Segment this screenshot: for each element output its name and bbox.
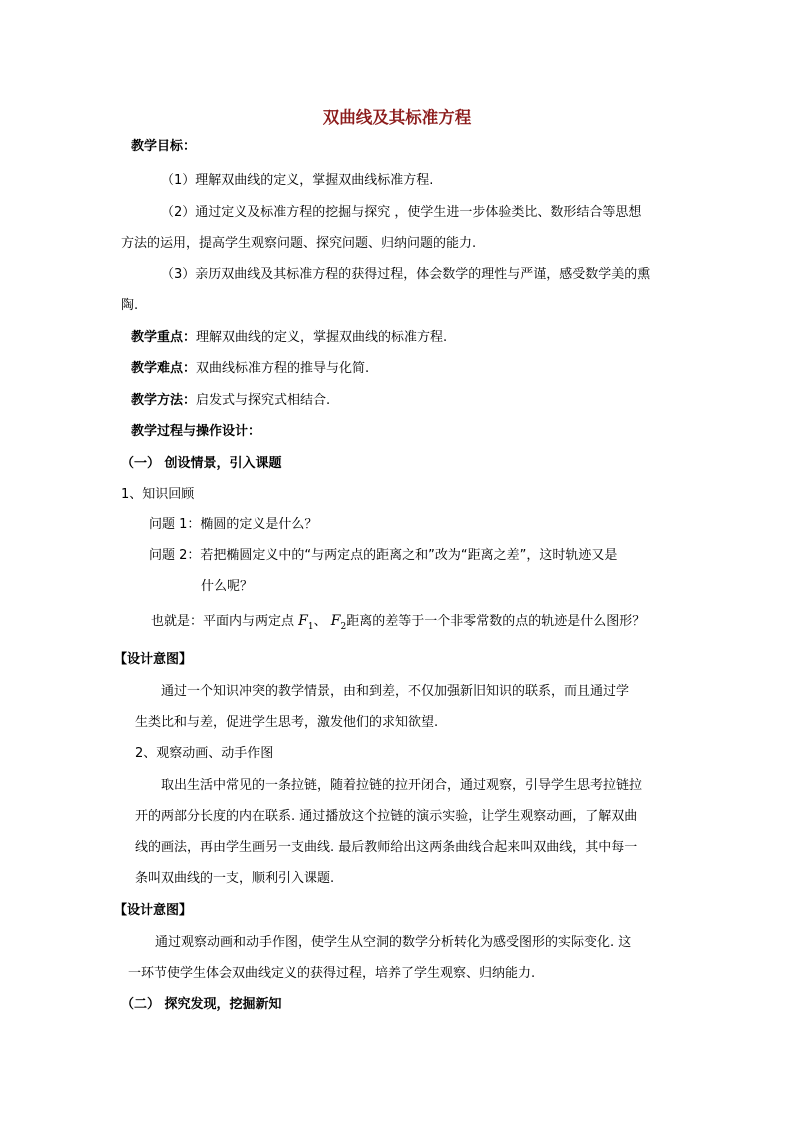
difficulty-label: 教学难点： — [131, 361, 197, 376]
objectives-heading: 教学目标： — [131, 139, 197, 154]
intent-1-line-2: 生类比和与差，促进学生思考，激发他们的求知欲望. — [135, 715, 439, 730]
intent-2-line-2: 一环节使学生体会双曲线定义的获得过程，培养了学生观察、归纳能力. — [128, 966, 536, 981]
difficulty-point — [131, 359, 369, 379]
objective-2-line-2: 方法的运用，提高学生观察问题、探究问题、归纳问题的能力. — [121, 236, 477, 251]
f2-symbol: $F_2$ — [330, 613, 347, 632]
subsection-2: 2、观察动画、动手作图 — [135, 746, 274, 761]
intent-1-line-1: 通过一个知识冲突的教学情景，由和到差，不仅加强新旧知识的联系，而且通过学 — [161, 684, 630, 699]
method-label: 教学方法： — [131, 393, 197, 408]
section-2-heading: （二） 探究发现，挖掘新知 — [121, 997, 282, 1012]
teaching-method — [131, 391, 330, 411]
design-intent-heading-2: 【设计意图】 — [114, 903, 193, 918]
paragraph-2-line-1: 取出生活中常见的一条拉链，随着拉链的拉开闭合，通过观察，引导学生思考拉链拉 — [161, 778, 643, 793]
subsection-1: 1、知识回顾 — [121, 487, 195, 502]
question-2-line-1: 问题 2：若把椭圆定义中的“与两定点的距离之和”改为“距离之差”，这时轨迹又是 — [149, 548, 618, 563]
method-text: 启发式与探究式相结合. — [196, 393, 331, 408]
question-1: 问题 1：椭圆的定义是什么？ — [149, 517, 318, 532]
paragraph-2-line-4: 条叫双曲线的一支，顺利引入课题. — [135, 871, 335, 886]
objective-3-line-2: 陶. — [121, 298, 139, 313]
key-point-label: 教学重点： — [131, 330, 197, 345]
that-is-suffix: 距离的差等于一个非零常数的点的轨迹是什么图形？ — [346, 614, 646, 629]
f1-symbol: $F_1$ — [298, 613, 314, 632]
paragraph-2-line-3: 线的画法，再由学生画另一支曲线. 最后教师给出这两条曲线合起来叫双曲线，其中每一 — [135, 840, 638, 855]
key-point-text: 理解双曲线的定义，掌握双曲线的标准方程. — [196, 330, 448, 345]
symbol-separator: 、 — [313, 614, 327, 629]
that-is-statement — [151, 611, 645, 637]
that-is-prefix: 也就是：平面内与两定点 — [151, 614, 295, 629]
paragraph-2-line-2: 开的两部分长度的内在联系. 通过播放这个拉链的演示实验，让学生观察动画，了解双曲 — [135, 809, 638, 824]
difficulty-text: 双曲线标准方程的推导与化简. — [196, 361, 370, 376]
question-2-line-2: 什么呢？ — [201, 579, 254, 594]
objective-3-line-1: （3）亲历双曲线及其标准方程的获得过程，体会数学的理性与严谨，感受数学美的熏 — [161, 267, 651, 282]
section-1-heading: （一） 创设情景，引入课题 — [121, 456, 282, 471]
key-point — [131, 328, 447, 348]
design-intent-heading-1: 【设计意图】 — [114, 652, 193, 667]
objective-2-line-1: （2）通过定义及标准方程的挖掘与探究 ，使学生进一步体验类比、数形结合等思想 — [161, 205, 642, 220]
intent-2-line-1: 通过观察动画和动手作图，使学生从空洞的数学分析转化为感受图形的实际变化. 这 — [155, 935, 632, 950]
objective-1: （1）理解双曲线的定义，掌握双曲线标准方程. — [161, 173, 434, 188]
process-heading: 教学过程与操作设计： — [131, 424, 262, 439]
page-title: 双曲线及其标准方程 — [322, 108, 472, 127]
